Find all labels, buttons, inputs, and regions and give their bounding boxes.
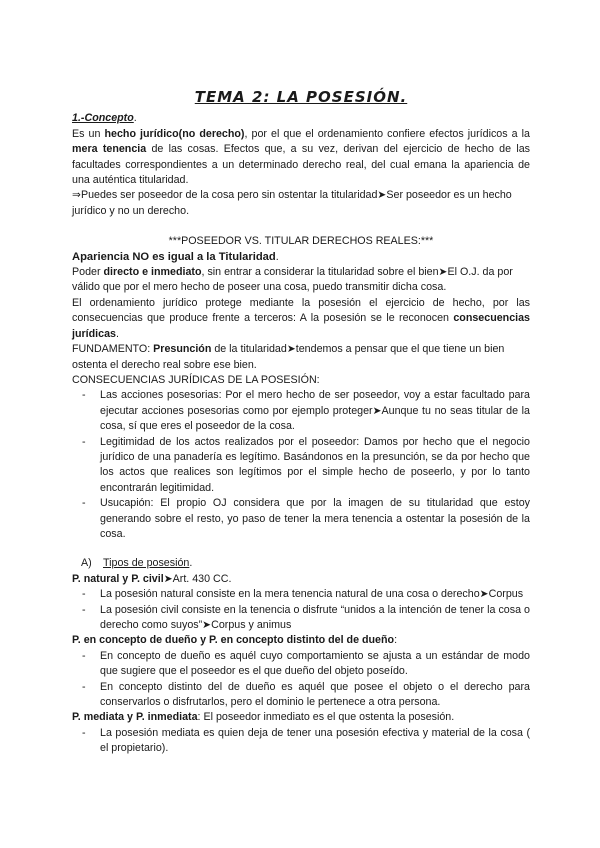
fundamento-paragraph [72, 342, 530, 373]
document-page [72, 90, 530, 757]
list-item: - En concepto de dueño es aquél cuyo comportamiento se ajusta a un estándar de modo que sugiere que el poseedor es el que dueño del objeto poseído. [72, 649, 530, 680]
text-run: El ordenamiento jurídico protege mediante la posesión el ejercicio de hecho, por las consecuencias que produce frente a terceros: A la posesión se le reconocen [72, 296, 530, 325]
bold-presuncion: Presunción [153, 343, 212, 356]
apariencia-line [72, 250, 530, 265]
document-title: TEMA 2: LA POSESIÓN. [194, 88, 408, 106]
concepto-note: ⇒Puedes ser poseedor de la cosa pero sin ostentar la titularidad➤Ser poseedor es un hecho jurídico y no un derecho. [72, 189, 512, 217]
poseedor-vs-titular-banner: ***POSEEDOR VS. TITULAR DERECHOS REALES:*** [168, 235, 434, 248]
dueno-list [72, 649, 530, 711]
ordenamiento-paragraph [72, 296, 530, 342]
text-run: : [394, 634, 398, 647]
bold-consecuencias-juridicas: consecuencias jurídicas [72, 312, 530, 340]
tipos-heading-text: Tipos de posesión [103, 557, 190, 570]
list-item: - Las acciones posesorias: Por el mero hecho de ser poseedor, voy a estar facultado para ejecutar acciones posesorias como por ejemplo proteger➤Aunque tu no seas titular de la cosa, sí que eres el poseedor de la cosa. [72, 388, 530, 434]
dueno-heading [72, 633, 530, 648]
list-item: - La posesión mediata es quien deja de tener una posesión efectiva y material de la cosa ( el propietario). [72, 726, 530, 757]
bold-hecho-juridico: hecho jurídico(no derecho) [104, 127, 245, 140]
text-run: . [275, 250, 279, 263]
text-run: Poder [72, 266, 104, 279]
text-run: FUNDAMENTO: [72, 343, 154, 356]
bold-directo-inmediato: directo e inmediato [103, 266, 202, 279]
apariencia-heading: Apariencia NO es igual a la Titularidad [72, 250, 276, 263]
bold-mediata: P. mediata y P. inmediata [72, 711, 198, 724]
consecuencias-list [72, 388, 530, 542]
list-item: - En concepto distinto del de dueño es aquél que posee el objeto o el derecho para conservarlos o disfrutarlos, pero el dominio le pertenece a otra persona. [72, 680, 530, 711]
tipos-heading [72, 556, 530, 571]
text-run: , por el que el ordenamiento confiere efectos jurídicos a la [244, 127, 530, 140]
mediata-list [72, 726, 530, 757]
text-run: de las cosas. Efectos que, a su vez, derivan del ejercicio de hecho de las facultades correspondientes a un determinado derecho real, del cual emana la apariencia de una auténtica titularidad. [72, 143, 530, 187]
bold-mera-tenencia: mera tenencia [72, 143, 147, 156]
list-item: - La posesión civil consiste en la tenencia o disfrute “unidos a la intención de tener la cosa o derecho como suyos”➤Corpus y animus [72, 603, 530, 634]
bold-natural-civil: P. natural y P. civil [72, 572, 164, 585]
natural-civil-heading [72, 572, 530, 587]
mediata-heading [72, 710, 530, 725]
list-item: - Usucapión: El propio OJ considera que por la imagen de su titularidad que estoy generando sobre el resto, yo paso de tener la mera tenencia a ostentar la posesión de la cosa. [72, 496, 530, 542]
text-run: : El poseedor inmediato es el que ostenta la posesión. [197, 711, 455, 724]
list-item: - Legitimidad de los actos realizados por el poseedor: Damos por hecho que el negocio jurídico de una panadería es legítimo. Basándonos en la presunción, se da por hecho que los actos que realices son legítimos por el simple hecho de poseerlo, y por lo tanto encontrarán legitimidad. [72, 435, 530, 497]
text-run: , sin entrar a considerar la titularidad sobre el bien➤El O.J. da por válido que por el mero hecho de poseer una cosa, puedo transmitir dicha cosa. [72, 266, 513, 294]
text-run: . [115, 327, 119, 340]
poder-paragraph [72, 265, 530, 296]
concepto-heading-tail: . [133, 112, 137, 125]
natural-civil-list [72, 587, 530, 633]
text-run: ➤Art. 430 CC. [163, 572, 232, 585]
section-heading-concepto [72, 111, 530, 126]
bold-dueno: P. en concepto de dueño y P. en concepto distinto del de dueño [72, 634, 395, 647]
text-run: Es un [72, 127, 105, 140]
concepto-heading: 1.-Concepto [72, 112, 134, 125]
list-item: - La posesión natural consiste en la mera tenencia natural de una cosa o derecho➤Corpus [72, 587, 530, 602]
text-run: . [189, 557, 193, 570]
concepto-paragraph [72, 127, 530, 189]
consecuencias-heading: CONSECUENCIAS JURÍDICAS DE LA POSESIÓN: [72, 373, 320, 386]
text-run: de la titularidad➤tendemos a pensar que el que tiene un bien ostenta el derecho real sobre ese bien. [72, 343, 505, 371]
list-letter: A) [81, 557, 92, 570]
